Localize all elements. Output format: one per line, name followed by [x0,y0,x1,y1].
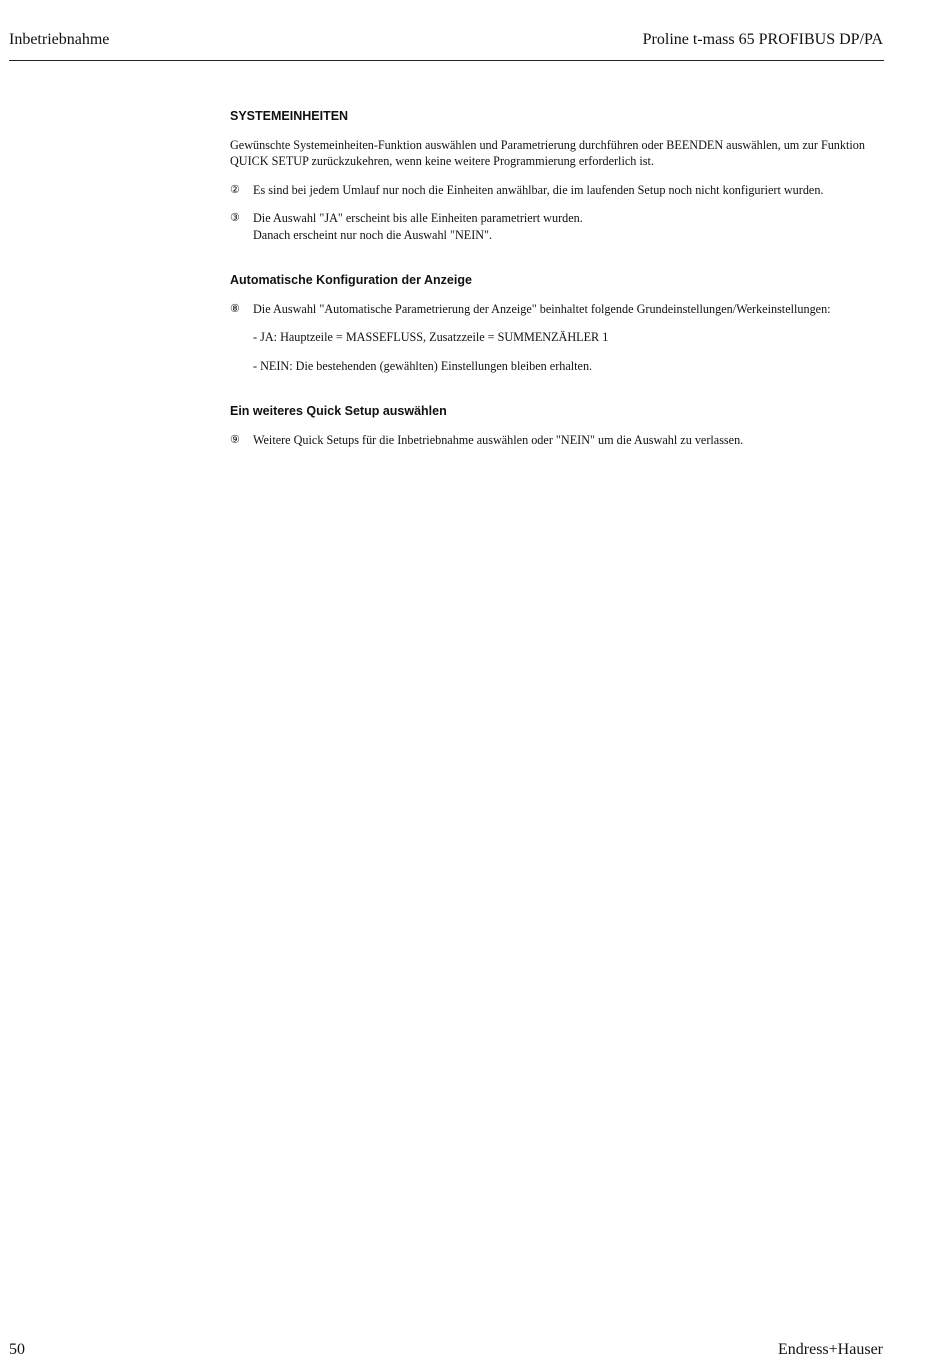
brand-name: Endress+Hauser [778,1341,883,1358]
list-item [230,432,890,449]
section-heading-quick-setup: Ein weiteres Quick Setup auswählen [230,404,447,418]
section-intro: Gewünschte Systemeinheiten-Funktion auswählen und Parametrierung durchführen oder BEENDEN auswählen, um zur Funktion QUICK SETUP zurückzukehren, wenn keine weitere Programmierung erforderlich ist. [230,137,865,168]
header-section-title: Inbetriebnahme [9,31,110,48]
list-item [230,210,890,243]
sub-item: - JA: Hauptzeile = MASSEFLUSS, Zusatzzeile = SUMMENZÄHLER 1 [253,330,609,344]
header-product-title: Proline t-mass 65 PROFIBUS DP/PA [642,31,883,48]
section-heading-anzeige: Automatische Konfiguration der Anzeige [230,273,472,287]
item-text: Die Auswahl "JA" erscheint bis alle Einheiten parametriert wurden. [253,211,583,225]
item-text: Danach erscheint nur noch die Auswahl "NEIN". [253,227,493,242]
item-number: ③ [230,212,240,224]
sub-item: - NEIN: Die bestehenden (gewählten) Einstellungen bleiben erhalten. [253,358,593,373]
list-item [230,301,890,318]
list-item [230,182,890,199]
item-text: Die Auswahl "Automatische Parametrierung der Anzeige" beinhaltet folgende Grundeinstellungen/Werkeinstellungen: [253,301,831,316]
item-text: Es sind bei jedem Umlauf nur noch die Einheiten anwählbar, die im laufenden Setup noch nicht konfiguriert wurden. [253,182,824,197]
page-number: 50 [9,1341,25,1358]
item-number: ⑨ [230,433,240,446]
item-number: ② [230,183,240,196]
section-heading-systemeinheiten: SYSTEMEINHEITEN [230,109,349,123]
item-text: Weitere Quick Setups für die Inbetriebnahme auswählen oder "NEIN" um die Auswahl zu verlassen. [253,432,744,447]
page-content [230,108,890,448]
item-number: ⑧ [230,302,240,315]
header-divider [9,60,884,61]
